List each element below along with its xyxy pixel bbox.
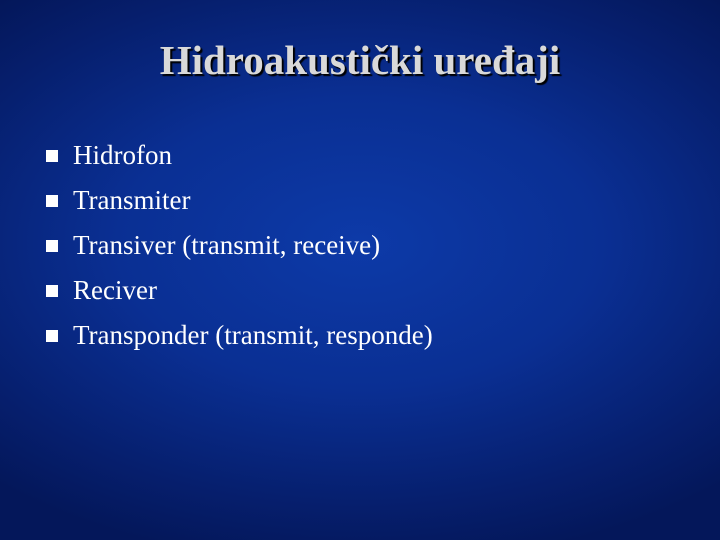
bullet-text: Reciver — [73, 275, 157, 305]
bullet-item — [46, 133, 433, 178]
square-bullet-icon — [46, 195, 58, 207]
bullet-text: Transiver (transmit, receive) — [73, 230, 381, 260]
bullet-text: Transmiter — [73, 185, 191, 215]
bullet-item — [46, 313, 433, 358]
bullet-text: Hidrofon — [73, 140, 172, 170]
bullet-item — [46, 268, 433, 313]
square-bullet-icon — [46, 240, 58, 252]
square-bullet-icon — [46, 285, 58, 297]
square-bullet-icon — [46, 150, 58, 162]
bullet-item — [46, 223, 433, 268]
bullet-list — [46, 133, 433, 358]
bullet-text: Transponder (transmit, responde) — [73, 320, 433, 350]
bullet-item — [46, 178, 433, 223]
square-bullet-icon — [46, 330, 58, 342]
slide-title: Hidroakustički uređaji — [159, 37, 561, 83]
